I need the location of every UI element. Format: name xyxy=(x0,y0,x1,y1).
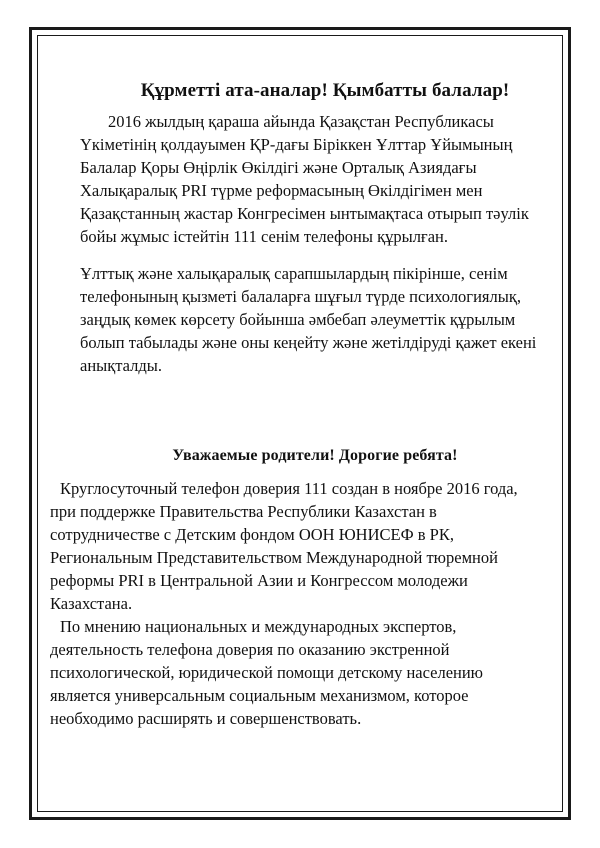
kazakh-paragraph-1: 2016 жылдың қараша айында Қазақстан Республикасы Үкіметінің қолдауымен ҚР-дағы Біріккен Ұлттар Ұйымының Балалар Қоры Өңірлік Өкілдігі және Орталық Азиядағы Халықаралық PRI түрме реформасының Өкілдігімен мен Қазақстанның жастар Конгресімен ынтымақтаса отырып тәулік бойы жұмыс істейтін 111 сенім телефоны құрылған. xyxy=(80,112,529,246)
kazakh-title: Құрметті ата-аналар! Қымбатты балалар! xyxy=(140,80,510,101)
russian-title: Уважаемые родители! Дорогие ребята! xyxy=(172,447,458,464)
document-body xyxy=(50,80,550,730)
russian-paragraph-1: Круглосуточный телефон доверия 111 создан в ноябре 2016 года, при поддержке Правительства Республики Казахстан в сотрудничестве с Детским фондом ООН ЮНИСЕФ в РК, Региональным Представительством Международной тюремной реформы PRI в Центральной Азии и Конгрессом молодежи Казахстана. xyxy=(50,479,518,613)
russian-paragraph-2: По мнению национальных и международных экспертов, деятельность телефона доверия по оказанию экстренной психологической, юридической помощи детскому населению является универсальным социальным механизмом, которое необходимо расширять и совершенствовать. xyxy=(50,617,484,728)
kazakh-paragraph-2: Ұлттық және халықаралық сарапшылардың пікірінше, сенім телефонының қызметі балаларға шұғыл түрде психологиялық, заңдық көмек көрсету бойынша әмбебап әлеуметтік құрылым болып табылады және оны кеңейту және жетілдіруді қажет екені анықталды. xyxy=(80,264,537,375)
